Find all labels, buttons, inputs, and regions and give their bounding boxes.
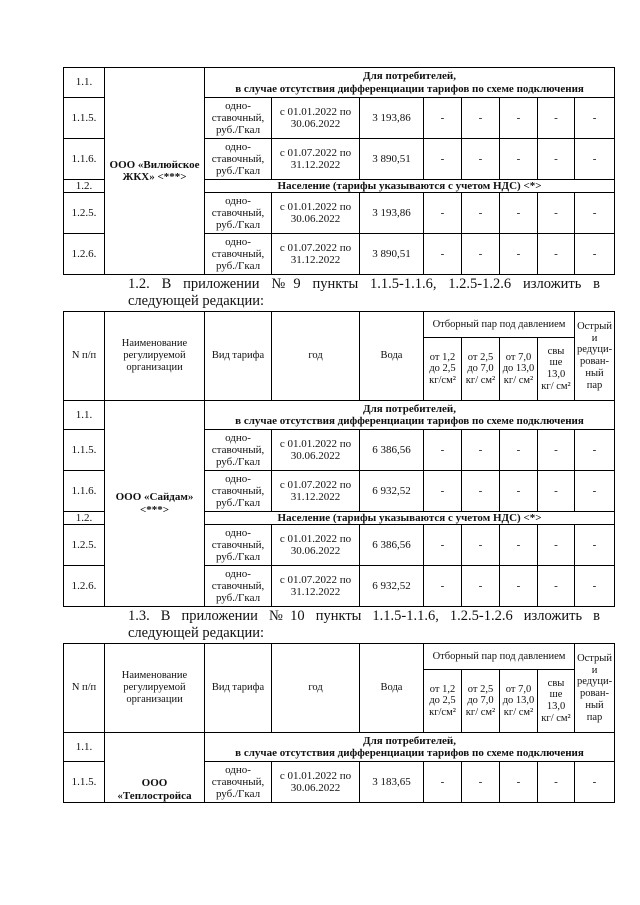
header-pressure-1: от 1,2 до 2,5 кг/см²: [424, 338, 462, 401]
steam-4: -: [538, 566, 575, 607]
row-number: 1.1.: [64, 733, 105, 762]
section-subtitle: в случае отсутствия дифференциации тарифов по схеме подключения: [235, 82, 584, 95]
tariff-type: одно-ставочный, руб./Гкал: [205, 471, 272, 512]
steam-1: -: [424, 234, 462, 275]
sharp-steam: -: [575, 430, 615, 471]
steam-3: -: [500, 139, 538, 180]
steam-2: -: [462, 193, 500, 234]
steam-1: -: [424, 193, 462, 234]
steam-2: -: [462, 525, 500, 566]
header-steam: Отборный пар под давлением: [424, 312, 575, 338]
steam-2: -: [462, 430, 500, 471]
period: с 01.01.2022 по 30.06.2022: [272, 525, 360, 566]
period: с 01.01.2022 по 30.06.2022: [272, 762, 360, 803]
row-number: 1.1.5.: [64, 762, 105, 803]
period: с 01.01.2022 по 30.06.2022: [272, 98, 360, 139]
row-number: 1.1.5.: [64, 430, 105, 471]
header-pressure-4: свы ше 13,0 кг/ см²: [538, 338, 575, 401]
header-org: Наименование регулируемой организации: [105, 644, 205, 733]
water-value: 3 193,86: [360, 98, 424, 139]
header-water: Вода: [360, 644, 424, 733]
sharp-steam: -: [575, 98, 615, 139]
steam-3: -: [500, 234, 538, 275]
organization-name: ООО «Вилюйское ЖКХ» <***>: [105, 68, 205, 275]
paragraph-1-3: [90, 608, 600, 643]
tariff-type: одно-ставочный, руб./Гкал: [205, 139, 272, 180]
row-number: 1.2.6.: [64, 566, 105, 607]
section-header-consumers: [205, 68, 615, 98]
steam-1: -: [424, 430, 462, 471]
tariff-type: одно-ставочный, руб./Гкал: [205, 566, 272, 607]
steam-4: -: [538, 193, 575, 234]
header-water: Вода: [360, 312, 424, 401]
steam-2: -: [462, 471, 500, 512]
header-type: Вид тарифа: [205, 644, 272, 733]
header-org: Наименование регулируемой организации: [105, 312, 205, 401]
steam-3: -: [500, 98, 538, 139]
sharp-steam: -: [575, 525, 615, 566]
header-steam: Отборный пар под давлением: [424, 644, 575, 670]
header-pressure-2: от 2,5 до 7,0 кг/ см²: [462, 670, 500, 733]
row-number: 1.2.: [64, 180, 105, 193]
steam-3: -: [500, 525, 538, 566]
steam-2: -: [462, 234, 500, 275]
row-number: 1.2.: [64, 512, 105, 525]
steam-4: -: [538, 762, 575, 803]
paragraph-1-2: [90, 276, 600, 311]
sharp-steam: -: [575, 471, 615, 512]
section-header-population: Население (тарифы указываются с учетом НДС) <*>: [205, 512, 615, 525]
section-title: Для потребителей,: [363, 734, 456, 747]
header-type: Вид тарифа: [205, 312, 272, 401]
water-value: 6 386,56: [360, 430, 424, 471]
steam-4: -: [538, 139, 575, 180]
period: с 01.01.2022 по 30.06.2022: [272, 193, 360, 234]
water-value: 3 890,51: [360, 139, 424, 180]
water-value: 3 890,51: [360, 234, 424, 275]
header-n: N п/п: [64, 644, 105, 733]
steam-2: -: [462, 98, 500, 139]
tariff-table-1: [63, 67, 615, 275]
tariff-type: одно-ставочный, руб./Гкал: [205, 525, 272, 566]
section-subtitle: в случае отсутствия дифференциации тарифов по схеме подключения: [235, 747, 584, 759]
steam-3: -: [500, 430, 538, 471]
steam-3: -: [500, 762, 538, 803]
row-number: 1.2.5.: [64, 193, 105, 234]
organization-name: ООО «Теплостройса: [105, 733, 205, 803]
header-year: год: [272, 312, 360, 401]
steam-4: -: [538, 98, 575, 139]
steam-1: -: [424, 525, 462, 566]
tariff-type: одно-ставочный, руб./Гкал: [205, 430, 272, 471]
tariff-type: одно-ставочный, руб./Гкал: [205, 193, 272, 234]
steam-2: -: [462, 566, 500, 607]
period: с 01.07.2022 по 31.12.2022: [272, 566, 360, 607]
row-number: 1.1.5.: [64, 98, 105, 139]
organization-name: ООО «Сайдам» <***>: [105, 401, 205, 607]
section-header-consumers: [205, 733, 615, 762]
steam-4: -: [538, 525, 575, 566]
steam-1: -: [424, 762, 462, 803]
row-number: 1.1.: [64, 401, 105, 430]
header-pressure-1: от 1,2 до 2,5 кг/см²: [424, 670, 462, 733]
steam-4: -: [538, 430, 575, 471]
water-value: 6 932,52: [360, 566, 424, 607]
sharp-steam: -: [575, 762, 615, 803]
water-value: 6 932,52: [360, 471, 424, 512]
section-subtitle: в случае отсутствия дифференциации тарифов по схеме подключения: [235, 415, 584, 427]
section-title: Для потребителей,: [363, 402, 456, 415]
header-pressure-4: свы ше 13,0 кг/ см²: [538, 670, 575, 733]
steam-3: -: [500, 566, 538, 607]
row-number: 1.1.6.: [64, 471, 105, 512]
header-pressure-3: от 7,0 до 13,0 кг/ см²: [500, 338, 538, 401]
sharp-steam: -: [575, 193, 615, 234]
section-header-consumers: [205, 401, 615, 430]
steam-1: -: [424, 98, 462, 139]
row-number: 1.2.6.: [64, 234, 105, 275]
tariff-table-2: [63, 311, 615, 607]
period: с 01.07.2022 по 31.12.2022: [272, 234, 360, 275]
steam-1: -: [424, 471, 462, 512]
header-sharp-steam: Острый и редуци-рован-ный пар: [575, 644, 615, 733]
sharp-steam: -: [575, 139, 615, 180]
period: с 01.01.2022 по 30.06.2022: [272, 430, 360, 471]
tariff-table-3: [63, 643, 615, 803]
water-value: 6 386,56: [360, 525, 424, 566]
tariff-type: одно-ставочный, руб./Гкал: [205, 762, 272, 803]
paragraph-text: 1.3. В приложении №10 пункты 1.1.5-1.1.6, 1.2.5-1.2.6 изложить в следующей редакции:: [128, 608, 600, 642]
steam-2: -: [462, 762, 500, 803]
steam-3: -: [500, 193, 538, 234]
row-number: 1.2.5.: [64, 525, 105, 566]
header-pressure-2: от 2,5 до 7,0 кг/ см²: [462, 338, 500, 401]
steam-1: -: [424, 566, 462, 607]
steam-4: -: [538, 234, 575, 275]
row-number: 1.1.: [64, 68, 105, 98]
sharp-steam: -: [575, 566, 615, 607]
tariff-type: одно-ставочный, руб./Гкал: [205, 98, 272, 139]
paragraph-text: 1.2. В приложении №9 пункты 1.1.5-1.1.6, 1.2.5-1.2.6 изложить в следующей редакции:: [128, 276, 600, 310]
steam-2: -: [462, 139, 500, 180]
tariff-type: одно-ставочный, руб./Гкал: [205, 234, 272, 275]
header-year: год: [272, 644, 360, 733]
water-value: 3 193,86: [360, 193, 424, 234]
steam-4: -: [538, 471, 575, 512]
section-header-population: Население (тарифы указываются с учетом НДС) <*>: [205, 180, 615, 193]
water-value: 3 183,65: [360, 762, 424, 803]
header-n: N п/п: [64, 312, 105, 401]
row-number: 1.1.6.: [64, 139, 105, 180]
period: с 01.07.2022 по 31.12.2022: [272, 139, 360, 180]
steam-3: -: [500, 471, 538, 512]
steam-1: -: [424, 139, 462, 180]
header-pressure-3: от 7,0 до 13,0 кг/ см²: [500, 670, 538, 733]
period: с 01.07.2022 по 31.12.2022: [272, 471, 360, 512]
section-title: Для потребителей,: [363, 70, 456, 83]
sharp-steam: -: [575, 234, 615, 275]
header-sharp-steam: Острый и редуци-рован-ный пар: [575, 312, 615, 401]
